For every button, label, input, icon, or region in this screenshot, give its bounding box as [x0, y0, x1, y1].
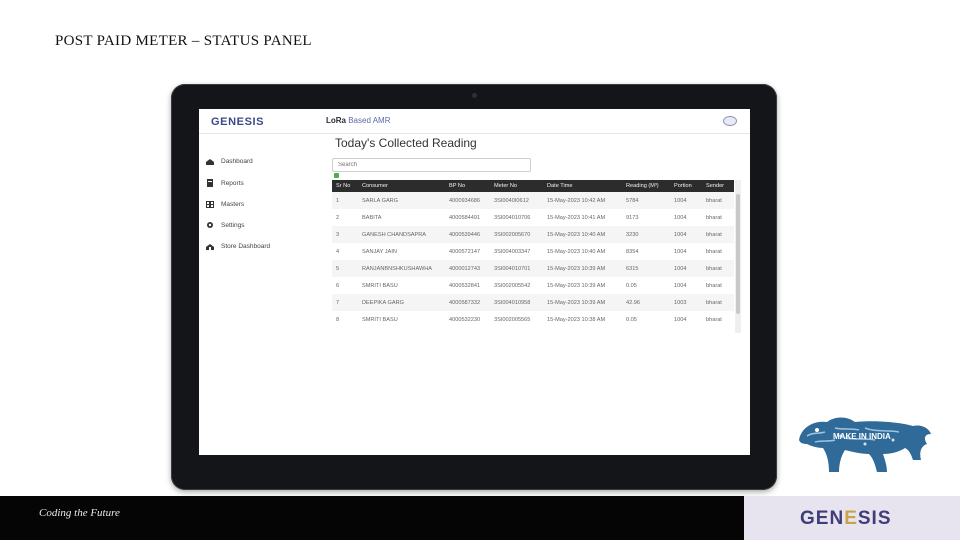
cell-bp-no: 4000587332	[445, 294, 490, 311]
cell-meter-no: 3SI0040I0612	[490, 192, 543, 209]
cell-portion: 1003	[670, 294, 702, 311]
tablet-camera	[472, 93, 477, 98]
sidebar-item-label: Reports	[221, 179, 244, 187]
cell-sender: bharat	[702, 277, 734, 294]
table-scrollbar[interactable]	[735, 180, 741, 333]
cell-meter-no: 3SI004010958	[490, 294, 543, 311]
column-header[interactable]: Sr No	[332, 180, 358, 192]
make-in-india-label: MAKE IN INDIA	[833, 432, 891, 441]
cell-date-time: 15-May-2023 10:40 AM	[543, 243, 622, 260]
cell-reading: 6315	[622, 260, 670, 277]
cell-date-time: 15-May-2023 10:38 AM	[543, 311, 622, 328]
cell-consumer: SARLA GARG	[358, 192, 445, 209]
sidebar-item-dashboard[interactable]	[206, 155, 253, 167]
dashboard-icon	[206, 157, 214, 165]
sidebar	[199, 135, 332, 455]
column-header[interactable]: BP No	[445, 180, 490, 192]
product-name	[326, 116, 390, 125]
cell-portion: 1004	[670, 311, 702, 328]
table-row[interactable]	[332, 311, 734, 328]
cell-consumer: GANESH CHANDSAPRA	[358, 226, 445, 243]
cell-bp-no: 4000539446	[445, 226, 490, 243]
cell-sender: bharat	[702, 209, 734, 226]
cell-date-time: 15-May-2023 10:40 AM	[543, 226, 622, 243]
table-row[interactable]	[332, 243, 734, 260]
cell-reading: 9173	[622, 209, 670, 226]
footer-logo-gen: GEN	[800, 508, 845, 529]
cell-reading: 3230	[622, 226, 670, 243]
cell-sr-no: 1	[332, 192, 358, 209]
cell-sender: bharat	[702, 192, 734, 209]
cell-reading: 0.05	[622, 311, 670, 328]
cell-consumer: BABITA	[358, 209, 445, 226]
footer-logo	[800, 508, 892, 530]
cell-bp-no: 4000532230	[445, 311, 490, 328]
search-input[interactable]	[332, 158, 531, 172]
cell-sr-no: 2	[332, 209, 358, 226]
column-header[interactable]: Meter No	[490, 180, 543, 192]
cell-date-time: 15-May-2023 10:39 AM	[543, 277, 622, 294]
column-header[interactable]: Sender	[702, 180, 734, 192]
make-in-india-logo	[795, 410, 937, 476]
store-dashboard-icon	[206, 242, 214, 250]
cell-date-time: 15-May-2023 10:41 AM	[543, 209, 622, 226]
sidebar-item-label: Dashboard	[221, 157, 253, 165]
cell-sender: bharat	[702, 226, 734, 243]
cell-consumer: RANJANBNSHKUSHAWHA	[358, 260, 445, 277]
cell-bp-no: 4000584491	[445, 209, 490, 226]
table-row[interactable]	[332, 260, 734, 277]
cell-sr-no: 6	[332, 277, 358, 294]
app-header	[199, 109, 750, 135]
column-header[interactable]: Reading (M³)	[622, 180, 670, 192]
cell-date-time: 15-May-2023 10:39 AM	[543, 294, 622, 311]
cell-bp-no: 4000572147	[445, 243, 490, 260]
cell-sr-no: 5	[332, 260, 358, 277]
sidebar-item-reports[interactable]	[206, 177, 244, 189]
cell-sender: bharat	[702, 311, 734, 328]
sidebar-item-masters[interactable]	[206, 198, 244, 210]
cell-sender: bharat	[702, 260, 734, 277]
sidebar-item-store-dashboard[interactable]	[206, 240, 270, 252]
cell-bp-no: 4000532841	[445, 277, 490, 294]
settings-icon	[206, 221, 214, 229]
column-header[interactable]: Consumer	[358, 180, 445, 192]
cell-meter-no: 3SI002005542	[490, 277, 543, 294]
app-screen	[199, 109, 750, 455]
table-row[interactable]	[332, 192, 734, 209]
footer-logo-e: E	[844, 508, 858, 529]
cell-reading: 5784	[622, 192, 670, 209]
cell-sr-no: 7	[332, 294, 358, 311]
sidebar-item-label: Settings	[221, 221, 245, 229]
cell-date-time: 15-May-2023 10:39 AM	[543, 260, 622, 277]
cell-consumer: DEEPIKA GARG	[358, 294, 445, 311]
cell-meter-no: 3SI002005670	[490, 226, 543, 243]
masters-icon	[206, 200, 214, 208]
reports-icon	[206, 179, 214, 187]
sidebar-item-label: Store Dashboard	[221, 242, 271, 250]
cell-bp-no: 4000934686	[445, 192, 490, 209]
cell-reading: 0.05	[622, 277, 670, 294]
header-divider	[199, 133, 750, 134]
cell-portion: 1004	[670, 192, 702, 209]
lora-label: LoRa	[326, 116, 346, 125]
cell-reading: 42.96	[622, 294, 670, 311]
column-header[interactable]: Date Time	[543, 180, 622, 192]
cell-consumer: SMRITI BASU	[358, 311, 445, 328]
cell-meter-no: 3SI002005565	[490, 311, 543, 328]
cell-portion: 1004	[670, 226, 702, 243]
app-logo[interactable]: GENESIS	[211, 116, 265, 128]
cell-sr-no: 8	[332, 311, 358, 328]
table-header-row	[332, 180, 734, 192]
cell-portion: 1004	[670, 209, 702, 226]
table-row[interactable]	[332, 294, 734, 311]
readings-table	[332, 180, 734, 328]
cell-consumer: SANJAY JAIN	[358, 243, 445, 260]
cell-consumer: SMRITI BASU	[358, 277, 445, 294]
export-icon[interactable]	[334, 173, 339, 178]
cell-sr-no: 3	[332, 226, 358, 243]
main-content	[332, 135, 750, 455]
cell-meter-no: 3SI004010706	[490, 209, 543, 226]
table-row[interactable]	[332, 277, 734, 294]
footer-tagline: Coding the Future	[39, 507, 120, 519]
cell-date-time: 15-May-2023 10:42 AM	[543, 192, 622, 209]
table-row[interactable]	[332, 209, 734, 226]
cell-meter-no: 3SI004003347	[490, 243, 543, 260]
page-title: Today's Collected Reading	[335, 136, 477, 150]
sidebar-item-settings[interactable]	[206, 219, 245, 231]
footer-logo-sis: SIS	[857, 508, 892, 529]
user-avatar[interactable]	[723, 116, 737, 126]
cell-portion: 1004	[670, 277, 702, 294]
cell-sr-no: 4	[332, 243, 358, 260]
sidebar-item-label: Masters	[221, 200, 245, 208]
cell-bp-no: 4000012743	[445, 260, 490, 277]
cell-sender: bharat	[702, 243, 734, 260]
cell-portion: 1004	[670, 260, 702, 277]
cell-reading: 8354	[622, 243, 670, 260]
product-label: Based AMR	[346, 116, 391, 125]
cell-sender: bharat	[702, 294, 734, 311]
cell-portion: 1004	[670, 243, 702, 260]
table-row[interactable]	[332, 226, 734, 243]
column-header[interactable]: Portion	[670, 180, 702, 192]
slide-title: POST PAID METER – STATUS PANEL	[55, 33, 312, 49]
scrollbar-thumb[interactable]	[736, 194, 740, 314]
cell-meter-no: 3SI004010701	[490, 260, 543, 277]
